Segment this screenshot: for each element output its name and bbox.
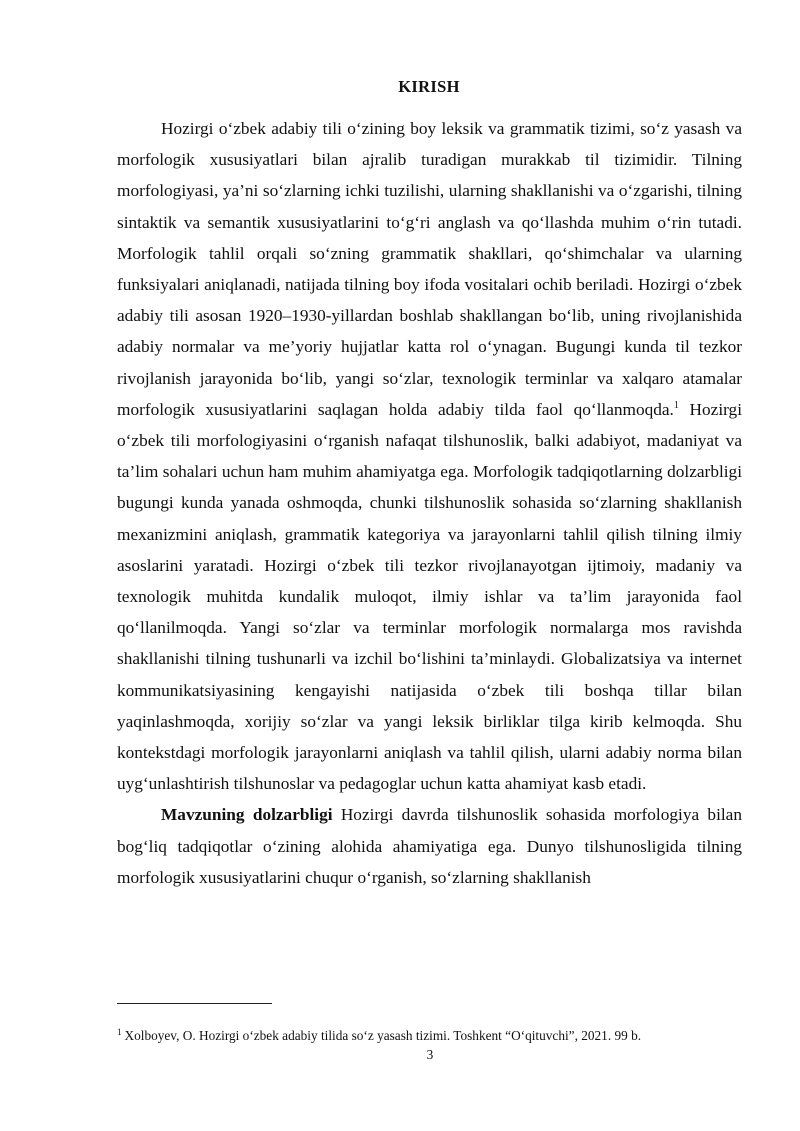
paragraph-introduction [117, 113, 742, 799]
footnote-number: 1 [117, 1027, 122, 1037]
footnote-reference[interactable]: 1 [673, 399, 679, 411]
relevance-text: Hozirgi davrda tilshunoslik sohasida morfologiya bilan bog‘liq tadqiqotlar o‘zining alohida ahamiyatiga ega. Dunyo tilshunosligida tilning morfologik xususiyatlarini chuqur o‘rganish, so‘zlarning shakllanish [117, 805, 742, 887]
page-number: 3 [426, 1047, 434, 1062]
footnote-text: Xolboyev, O. Hozirgi o‘zbek adabiy tilida so‘z yasash tizimi. Toshkent “O‘qituvchi”, 2021. 99 b. [124, 1028, 642, 1043]
paragraph-introduction-continuation: Hozirgi o‘zbek tili morfologiyasini o‘rganish nafaqat tilshunoslik, balki adabiyot, madaniyat va ta’lim sohalari uchun ham muhim ahamiyatga ega. Morfologik tadqiqotlarning dolzarbligi bugungi kunda yanada oshmoqda, chunki tilshunoslik sohasida so‘zlarning shakllanish mexanizmini aniqlash, grammatik kategoriya va jarayonlarni tahlil qilish tilning ilmiy asoslarini yaratadi. Hozirgi o‘zbek tili tezkor rivojlanayotgan ijtimoiy, madaniy va texnologik muhitda kundalik muloqot, ilmiy ishlar va ta’lim jarayonida faol qo‘llanilmoqda. Yangi so‘zlar va terminlar morfologik normalarga mos ravishda shakllanishi tilning tushunarli va izchil bo‘lishini ta’minlaydi. Globalizatsiya va internet kommunikatsiyasining kengayishi natijasida o‘zbek tili boshqa tillar bilan yaqinlashmoqda, xorijiy so‘zlar va yangi leksik birliklar tilga kirib kelmoqda. Shu kontekstdagi morfologik jarayonlarni aniqlash va tahlil qilish, ularni adabiy norma bilan uyg‘unlashtirish tilshunoslar va pedagoglar uchun katta ahamiyat kasb etadi. [117, 399, 743, 794]
paragraph-introduction-text: Hozirgi o‘zbek adabiy tili o‘zining boy leksik va grammatik tizimi, so‘z yasash va morfologik xususiyatlari bilan ajralib turadigan murakkab til tizimidir. Tilning morfologiyasi, ya’ni so‘zlarning ichki tuzilishi, ularning shakllanishi va o‘zgarishi, tilning sintaktik va semantik xususiyatlarini to‘g‘ri anglash va qo‘llashda muhim o‘rin tutadi. Morfologik tahlil orqali so‘zning grammatik shakllari, qo‘shimchalar va ularning funksiyalari aniqlanadi, natijada tilning boy ifoda vositalari ochib beriladi. Hozirgi o‘zbek adabiy tili asosan 1920–1930-yillardan boshlab shakllangan bo‘lib, uning rivojlanishida adabiy normalar va me’yoriy hujjatlar katta rol o‘ynagan. Bugungi kunda til tezkor rivojlanish jarayonida bo‘lib, yangi so‘zlar, texnologik terminlar va xalqaro atamalar morfologik xususiyatlarini saqlagan holda adabiy tilda faol qo‘llanmoqda. [117, 119, 742, 419]
body-text [117, 113, 742, 893]
section-heading: KIRISH [398, 77, 460, 96]
footnote-separator [117, 1003, 272, 1004]
paragraph-relevance [117, 799, 742, 893]
footnote [117, 1028, 742, 1044]
relevance-lead: Mavzuning dolzarbligi [161, 805, 333, 825]
